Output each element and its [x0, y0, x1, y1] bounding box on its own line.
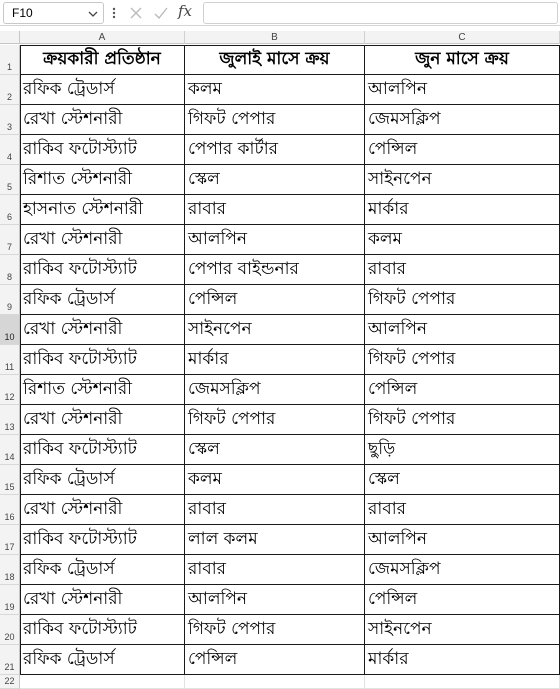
row-header-21[interactable]: [0, 645, 20, 675]
cell-a20[interactable]: রাকিব ফটোস্ট্যাট: [20, 615, 185, 645]
cell-b14[interactable]: স্কেল: [185, 435, 365, 465]
cell-b17[interactable]: লাল কলম: [185, 525, 365, 555]
cell-c9[interactable]: গিফট পেপার: [365, 285, 560, 315]
more-options-icon[interactable]: [109, 4, 119, 22]
cell-c4[interactable]: পেন্সিল: [365, 135, 560, 165]
cell-c17[interactable]: আলপিন: [365, 525, 560, 555]
cell-b12[interactable]: জেমসক্লিপ: [185, 375, 365, 405]
cell-a6[interactable]: হাসনাত স্টেশনারী: [20, 195, 185, 225]
row-number: 18: [4, 572, 15, 582]
cell-c22[interactable]: [365, 675, 560, 689]
cell-b5[interactable]: স্কেল: [185, 165, 365, 195]
cell-b7[interactable]: আলপিন: [185, 225, 365, 255]
row-number: 15: [4, 482, 15, 492]
row-header-17[interactable]: [0, 525, 20, 555]
row-number: 17: [4, 542, 15, 552]
row-header-7[interactable]: [0, 225, 20, 255]
cell-c8[interactable]: রাবার: [365, 255, 560, 285]
row-header-10[interactable]: [0, 315, 20, 345]
chevron-down-icon[interactable]: [87, 8, 99, 20]
cell-c15[interactable]: স্কেল: [365, 465, 560, 495]
select-all-corner[interactable]: [0, 31, 20, 44]
cell-c7[interactable]: কলম: [365, 225, 560, 255]
name-box-value: F10: [12, 6, 33, 20]
cancel-icon[interactable]: [128, 5, 144, 21]
row-number: 1: [6, 62, 12, 72]
header-cell-a[interactable]: ক্রয়কারী প্রতিষ্ঠান: [20, 45, 185, 75]
row-number: 6: [6, 212, 12, 222]
cell-b18[interactable]: রাবার: [185, 555, 365, 585]
row-header-14[interactable]: [0, 435, 20, 465]
cell-a14[interactable]: রাকিব ফটোস্ট্যাট: [20, 435, 185, 465]
row-number: 13: [4, 422, 15, 432]
cell-c18[interactable]: জেমসক্লিপ: [365, 555, 560, 585]
row-number: 20: [4, 632, 15, 642]
row-number: 4: [6, 152, 12, 162]
cell-c19[interactable]: পেন্সিল: [365, 585, 560, 615]
cell-c14[interactable]: ছুড়ি: [365, 435, 560, 465]
cell-a2[interactable]: রফিক ট্রেডার্স: [20, 75, 185, 105]
column-header-a[interactable]: A: [20, 31, 185, 44]
cell-c10[interactable]: আলপিন: [365, 315, 560, 345]
cell-a13[interactable]: রেখা স্টেশনারী: [20, 405, 185, 435]
cell-b2[interactable]: কলম: [185, 75, 365, 105]
cell-a11[interactable]: রাকিব ফটোস্ট্যাট: [20, 345, 185, 375]
cell-c21[interactable]: মার্কার: [365, 645, 560, 675]
row-header-19[interactable]: [0, 585, 20, 615]
row-header-18[interactable]: [0, 555, 20, 585]
cell-a8[interactable]: রাকিব ফটোস্ট্যাট: [20, 255, 185, 285]
row-header-3[interactable]: [0, 105, 20, 135]
column-header-c[interactable]: C: [365, 31, 560, 44]
row-number: 7: [6, 242, 12, 252]
cell-b13[interactable]: গিফট পেপার: [185, 405, 365, 435]
cell-b11[interactable]: মার্কার: [185, 345, 365, 375]
cell-a10[interactable]: রেখা স্টেশনারী: [20, 315, 185, 345]
row-header-22[interactable]: [0, 675, 20, 689]
cell-b21[interactable]: পেন্সিল: [185, 645, 365, 675]
row-number: 14: [4, 452, 15, 462]
cell-a12[interactable]: রিশাত স্টেশনারী: [20, 375, 185, 405]
cell-b3[interactable]: গিফট পেপার: [185, 105, 365, 135]
row-number: 2: [6, 92, 12, 102]
cell-b19[interactable]: আলপিন: [185, 585, 365, 615]
cell-b9[interactable]: পেন্সিল: [185, 285, 365, 315]
row-number: 10: [4, 332, 15, 342]
row-header-15[interactable]: [0, 465, 20, 495]
cell-a3[interactable]: রেখা স্টেশনারী: [20, 105, 185, 135]
cell-b16[interactable]: রাবার: [185, 495, 365, 525]
row-number: 16: [4, 512, 15, 522]
cell-c13[interactable]: গিফট পেপার: [365, 405, 560, 435]
cell-b10[interactable]: সাইনপেন: [185, 315, 365, 345]
cell-a16[interactable]: রেখা স্টেশনারী: [20, 495, 185, 525]
table-top-border: [20, 45, 560, 46]
cell-a9[interactable]: রফিক ট্রেডার্স: [20, 285, 185, 315]
cell-c16[interactable]: রাবার: [365, 495, 560, 525]
row-number: 11: [4, 362, 15, 372]
row-header-8[interactable]: [0, 255, 20, 285]
cell-c11[interactable]: গিফট পেপার: [365, 345, 560, 375]
row-header-20[interactable]: [0, 615, 20, 645]
cell-b4[interactable]: পেপার কার্টার: [185, 135, 365, 165]
cell-c3[interactable]: জেমসক্লিপ: [365, 105, 560, 135]
cell-a5[interactable]: রিশাত স্টেশনারী: [20, 165, 185, 195]
formula-bar-area: [0, 0, 560, 26]
row-number: 8: [6, 272, 12, 282]
row-header-2[interactable]: [0, 75, 20, 105]
cell-c6[interactable]: মার্কার: [365, 195, 560, 225]
row-header-9[interactable]: [0, 285, 20, 315]
column-header-b[interactable]: B: [185, 31, 365, 44]
row-header-11[interactable]: [0, 345, 20, 375]
cell-c5[interactable]: সাইনপেন: [365, 165, 560, 195]
formula-input[interactable]: [203, 2, 558, 24]
row-header-13[interactable]: [0, 405, 20, 435]
row-number: 21: [4, 662, 15, 672]
header-cell-b[interactable]: জুলাই মাসে ক্রয়: [185, 45, 365, 75]
name-box[interactable]: [3, 2, 104, 24]
cell-b6[interactable]: রাবার: [185, 195, 365, 225]
cell-b20[interactable]: গিফট পেপার: [185, 615, 365, 645]
cell-a17[interactable]: রাকিব ফটোস্ট্যাট: [20, 525, 185, 555]
row-header-4[interactable]: [0, 135, 20, 165]
cell-a15[interactable]: রফিক ট্রেডার্স: [20, 465, 185, 495]
insert-function-icon[interactable]: fx: [178, 2, 193, 20]
cell-a22[interactable]: [20, 675, 185, 689]
header-cell-c[interactable]: জুন মাসে ক্রয়: [365, 45, 560, 75]
row-number: 5: [6, 182, 12, 192]
row-header-1[interactable]: [0, 45, 20, 75]
cell-a19[interactable]: রেখা স্টেশনারী: [20, 585, 185, 615]
cell-b22[interactable]: [185, 675, 365, 689]
cell-a18[interactable]: রফিক ট্রেডার্স: [20, 555, 185, 585]
row-number: 12: [4, 392, 15, 402]
table-left-border: [20, 45, 21, 675]
cell-c20[interactable]: সাইনপেন: [365, 615, 560, 645]
row-number: 9: [6, 302, 12, 312]
cell-a21[interactable]: রফিক ট্রেডার্স: [20, 645, 185, 675]
row-number: 19: [4, 602, 15, 612]
cell-c2[interactable]: আলপিন: [365, 75, 560, 105]
check-icon[interactable]: [153, 5, 169, 21]
cell-b8[interactable]: পেপার বাইন্ডনার: [185, 255, 365, 285]
cell-a7[interactable]: রেখা স্টেশনারী: [20, 225, 185, 255]
cell-a4[interactable]: রাকিব ফটোস্ট্যাট: [20, 135, 185, 165]
row-header-6[interactable]: [0, 195, 20, 225]
row-number: 3: [6, 122, 12, 132]
row-number: 22: [4, 676, 15, 686]
cell-c12[interactable]: পেন্সিল: [365, 375, 560, 405]
row-header-12[interactable]: [0, 375, 20, 405]
cell-b15[interactable]: কলম: [185, 465, 365, 495]
row-header-5[interactable]: [0, 165, 20, 195]
row-header-16[interactable]: [0, 495, 20, 525]
